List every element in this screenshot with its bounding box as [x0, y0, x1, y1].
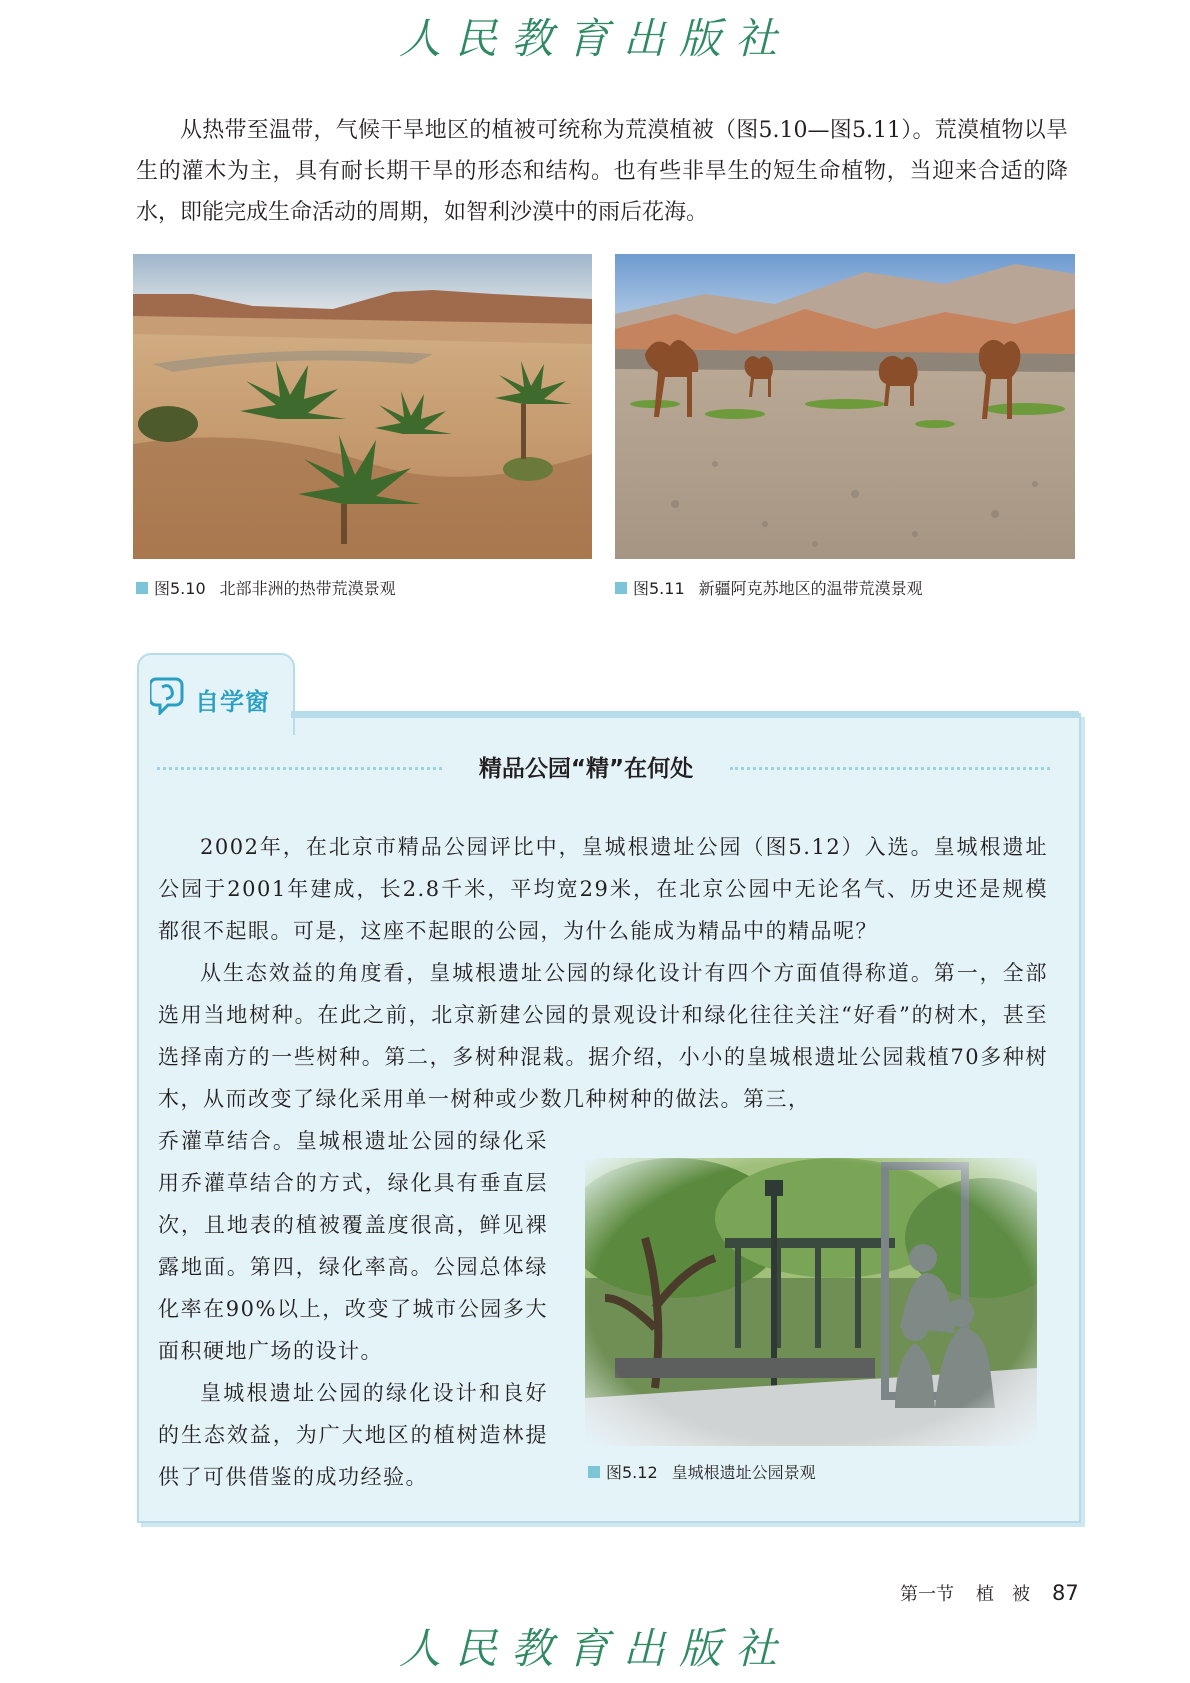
figure-caption-text: 皇城根遗址公园景观	[671, 1463, 816, 1482]
self-study-paragraph-2-continued: 乔灌草结合。皇城根遗址公园的绿化采用乔灌草结合的方式，绿化具有垂直层次，且地表的植被覆盖度很高，鲜见裸露地面。第四，绿化率高。公园总体绿化率在90%以上，改变了城市公园多大面积硬地广场的设计。	[158, 1129, 548, 1363]
figure-5-11-caption	[615, 576, 923, 599]
figure-5-10-caption	[136, 576, 396, 599]
self-study-title: 精品公园“精”在何处	[478, 756, 694, 782]
figure-5-10-photo	[133, 254, 592, 559]
figure-caption-text: 新疆阿克苏地区的温带荒漠景观	[698, 579, 923, 598]
figure-caption-text: 北部非洲的热带荒漠景观	[219, 579, 396, 598]
figure-number: 图5.11	[633, 579, 685, 598]
page-number: 87	[1052, 1581, 1079, 1605]
self-study-label: 自学窗	[195, 688, 270, 716]
footer-topic: 植 被	[976, 1584, 1030, 1605]
caption-marker	[136, 582, 148, 594]
caption-marker	[588, 1466, 600, 1478]
figure-5-11-photo	[615, 254, 1075, 559]
caption-marker	[615, 582, 627, 594]
title-divider-left	[157, 767, 442, 770]
self-study-icon	[150, 675, 186, 715]
publisher-logo-bottom: 人民教育出版社	[398, 1624, 791, 1673]
figure-number: 图5.12	[606, 1463, 658, 1482]
page-footer	[900, 1580, 1079, 1606]
self-study-paragraph-3: 皇城根遗址公园的绿化设计和良好的生态效益，为广大地区的植树造林提供了可供借鉴的成功经验。	[158, 1381, 548, 1489]
figure-5-12-caption	[588, 1460, 816, 1483]
self-study-header-line	[291, 711, 1079, 718]
intro-paragraph: 从热带至温带，气候干旱地区的植被可统称为荒漠植被（图5.10—图5.11）。荒漠植物以旱生的灌木为主，具有耐长期干旱的形态和结构。也有些非旱生的短生命植物，当迎来合适的降水，即能完成生命活动的周期，如智利沙漠中的雨后花海。	[136, 118, 1068, 225]
self-study-paragraph-1: 2002年，在北京市精品公园评比中，皇城根遗址公园（图5.12）入选。皇城根遗址公园于2001年建成，长2.8千米，平均宽29米，在北京公园中无论名气、历史还是规模都很不起眼。可是，这座不起眼的公园，为什么能成为精品中的精品呢？	[158, 835, 1048, 943]
figure-5-12-photo	[585, 1158, 1037, 1446]
footer-section: 第一节	[900, 1584, 954, 1605]
figure-number: 图5.10	[154, 579, 206, 598]
self-study-paragraph-2: 从生态效益的角度看，皇城根遗址公园的绿化设计有四个方面值得称道。第一，全部选用当地树种。在此之前，北京新建公园的景观设计和绿化往往关注“好看”的树木，甚至选择南方的一些树种。第二，多树种混栽。据介绍，小小的皇城根遗址公园栽植70多种树木，从而改变了绿化采用单一树种或少数几种树种的做法。第三，	[158, 961, 1048, 1111]
publisher-logo-top: 人民教育出版社	[398, 14, 791, 63]
title-divider-right	[730, 767, 1050, 770]
